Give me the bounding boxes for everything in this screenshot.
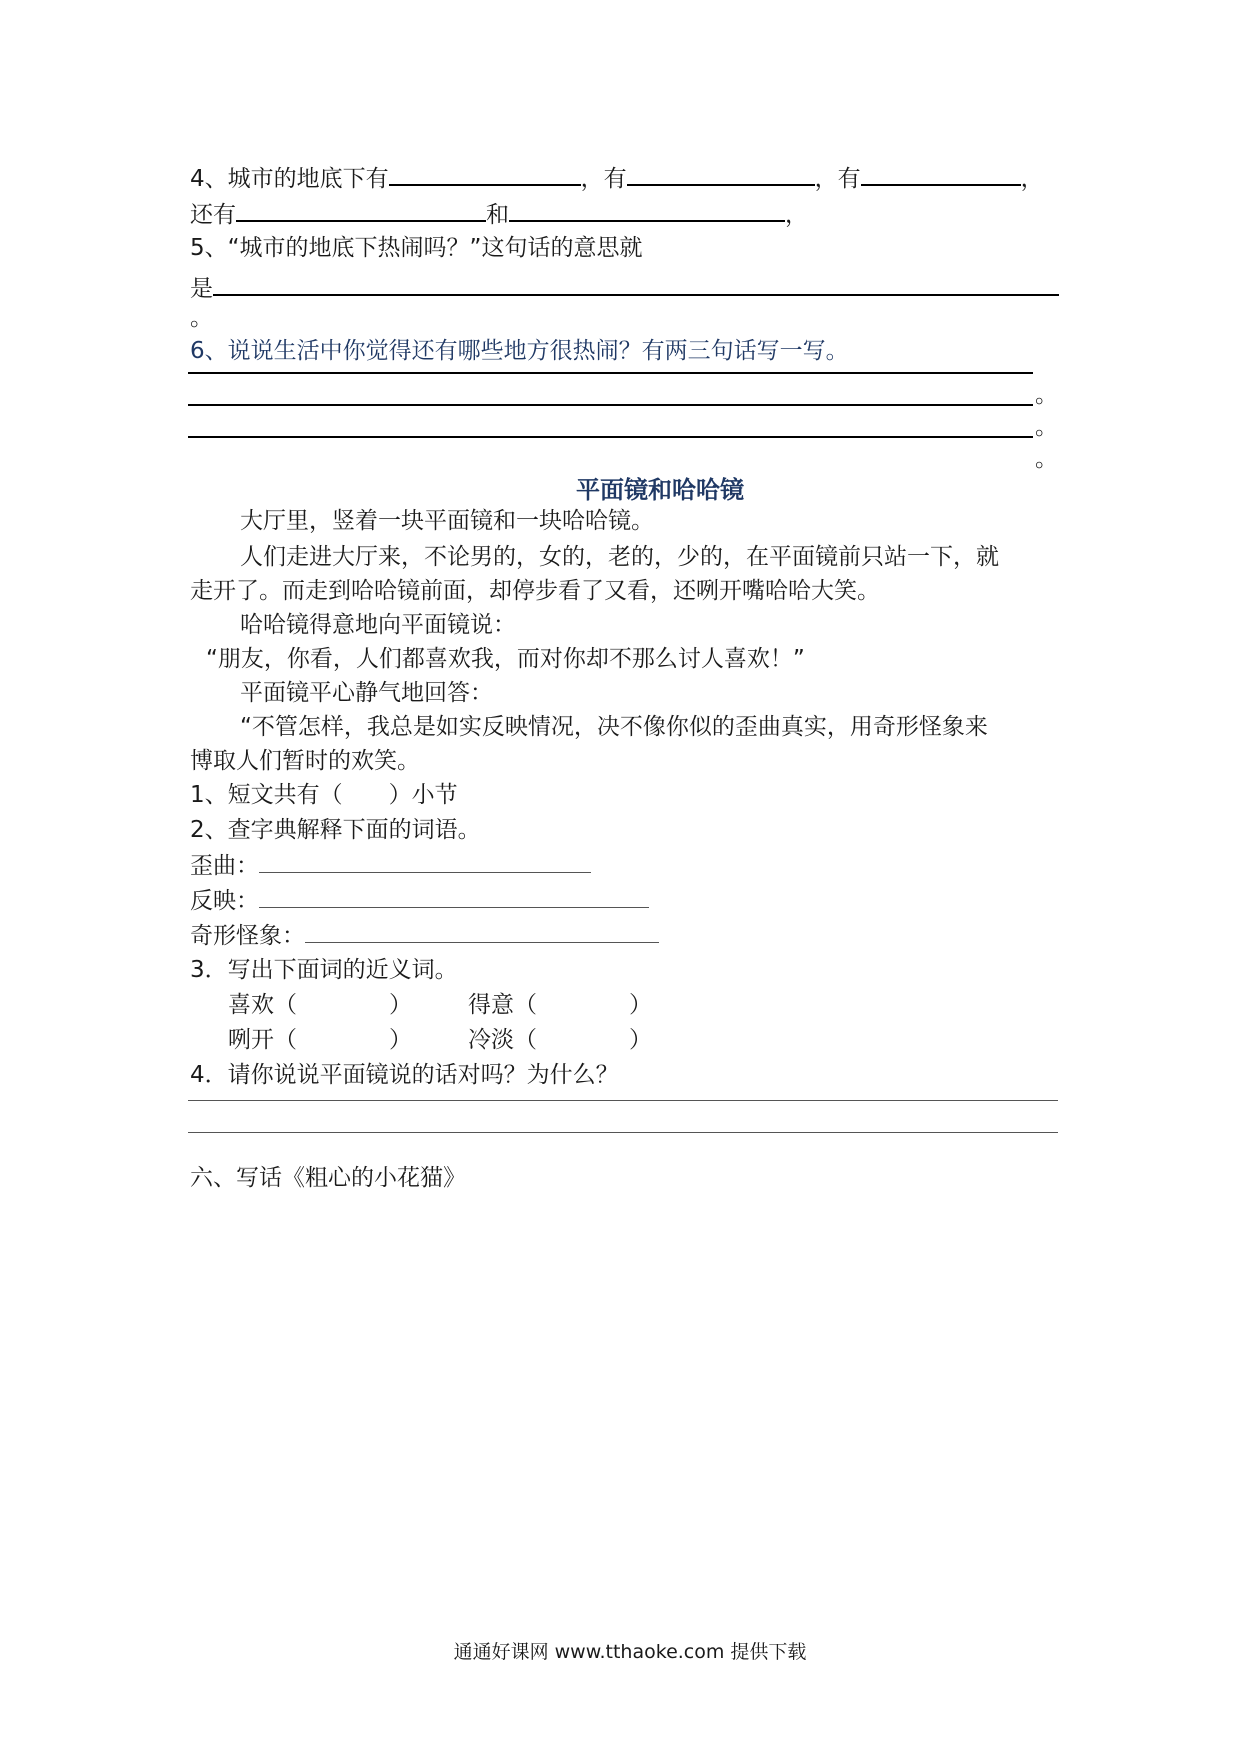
q4-blank-2[interactable] bbox=[627, 160, 815, 186]
q5-line1 bbox=[190, 233, 642, 263]
q4-haiyou: 还有 bbox=[190, 202, 236, 228]
q4-blank-5[interactable] bbox=[509, 196, 785, 222]
story-para-4: “朋友，你看，人们都喜欢我，而对你却不那么讨人喜欢！” bbox=[206, 646, 805, 672]
word-waiqu-label: 歪曲： bbox=[190, 853, 259, 879]
q6-period-1: 。 bbox=[1035, 382, 1058, 408]
story-para-1: 大厅里，竖着一块平面镜和一块哈哈镜。 bbox=[240, 508, 654, 534]
q4-he: 和 bbox=[486, 202, 509, 228]
section-six-heading: 六、写话《粗心的小花猫》 bbox=[190, 1165, 466, 1191]
q4-blank-1[interactable] bbox=[389, 160, 581, 186]
q4-blank-3[interactable] bbox=[861, 160, 1021, 186]
synonym-lengdan[interactable]: 冷淡（ ） bbox=[468, 1027, 652, 1053]
q4-answer-line-1[interactable] bbox=[188, 1100, 1058, 1101]
q6-answer-line-2[interactable] bbox=[188, 404, 1033, 406]
word-fanying-label: 反映： bbox=[190, 888, 259, 914]
q6-answer-line-3[interactable] bbox=[188, 436, 1033, 438]
word-waiqu bbox=[190, 850, 591, 881]
q4-end: ， bbox=[785, 202, 808, 228]
footer-text: 通通好课网 www.tthaoke.com 提供下载 bbox=[453, 1641, 807, 1663]
q4-prefix: 4、城市的地底下有 bbox=[190, 166, 389, 192]
question-4: 4．请你说说平面镜说的话对吗？为什么？ bbox=[190, 1062, 619, 1088]
q4-blank-4[interactable] bbox=[236, 196, 486, 222]
q5-shi: 是 bbox=[190, 276, 213, 302]
q4-line1 bbox=[190, 160, 1044, 194]
story-para-5: 平面镜平心静气地回答： bbox=[240, 680, 493, 706]
question-3: 3．写出下面词的近义词。 bbox=[190, 957, 458, 983]
q5-line2 bbox=[190, 270, 1059, 304]
q4-you-2: ，有 bbox=[814, 166, 861, 192]
word-qixing-blank[interactable] bbox=[305, 920, 659, 943]
q4-comma: ， bbox=[1020, 166, 1044, 192]
q6-period-3: 。 bbox=[1035, 446, 1058, 472]
story-para-2a: 人们走进大厅来，不论男的，女的，老的，少的，在平面镜前只站一下，就 bbox=[240, 544, 999, 570]
question-1: 1、短文共有（ ）小节 bbox=[190, 782, 458, 808]
q5-text: 5、“城市的地底下热闹吗？”这句话的意思就 bbox=[190, 235, 643, 261]
story-para-6a: “不管怎样，我总是如实反映情况，决不像你似的歪曲真实，用奇形怪象来 bbox=[240, 714, 988, 740]
word-fanying bbox=[190, 885, 649, 916]
word-qixing bbox=[190, 920, 659, 951]
question-2: 2、查字典解释下面的词语。 bbox=[190, 817, 481, 843]
word-qixing-label: 奇形怪象： bbox=[190, 923, 305, 949]
synonym-xihuan[interactable]: 喜欢（ ） bbox=[228, 992, 412, 1018]
word-waiqu-blank[interactable] bbox=[259, 850, 591, 873]
q5-period: 。 bbox=[190, 305, 213, 331]
synonym-liekai[interactable]: 咧开（ ） bbox=[228, 1027, 412, 1053]
story-para-2b: 走开了。而走到哈哈镜前面，却停步看了又看，还咧开嘴哈哈大笑。 bbox=[190, 578, 880, 604]
synonym-deyi[interactable]: 得意（ ） bbox=[468, 992, 652, 1018]
story-para-3: 哈哈镜得意地向平面镜说： bbox=[240, 612, 516, 638]
q6-period-2: 。 bbox=[1035, 414, 1058, 440]
word-fanying-blank[interactable] bbox=[259, 885, 649, 908]
q6-answer-line-1[interactable] bbox=[188, 372, 1033, 374]
q4-line2 bbox=[190, 196, 808, 230]
q5-blank[interactable] bbox=[213, 270, 1059, 296]
story-title: 平面镜和哈哈镜 bbox=[576, 475, 744, 504]
q4-you-1: ，有 bbox=[580, 166, 627, 192]
story-para-6b: 博取人们暂时的欢笑。 bbox=[190, 748, 420, 774]
q6-text: 6、说说生活中你觉得还有哪些地方很热闹？有两三句话写一写。 bbox=[190, 338, 849, 364]
q4-answer-line-2[interactable] bbox=[188, 1132, 1058, 1133]
